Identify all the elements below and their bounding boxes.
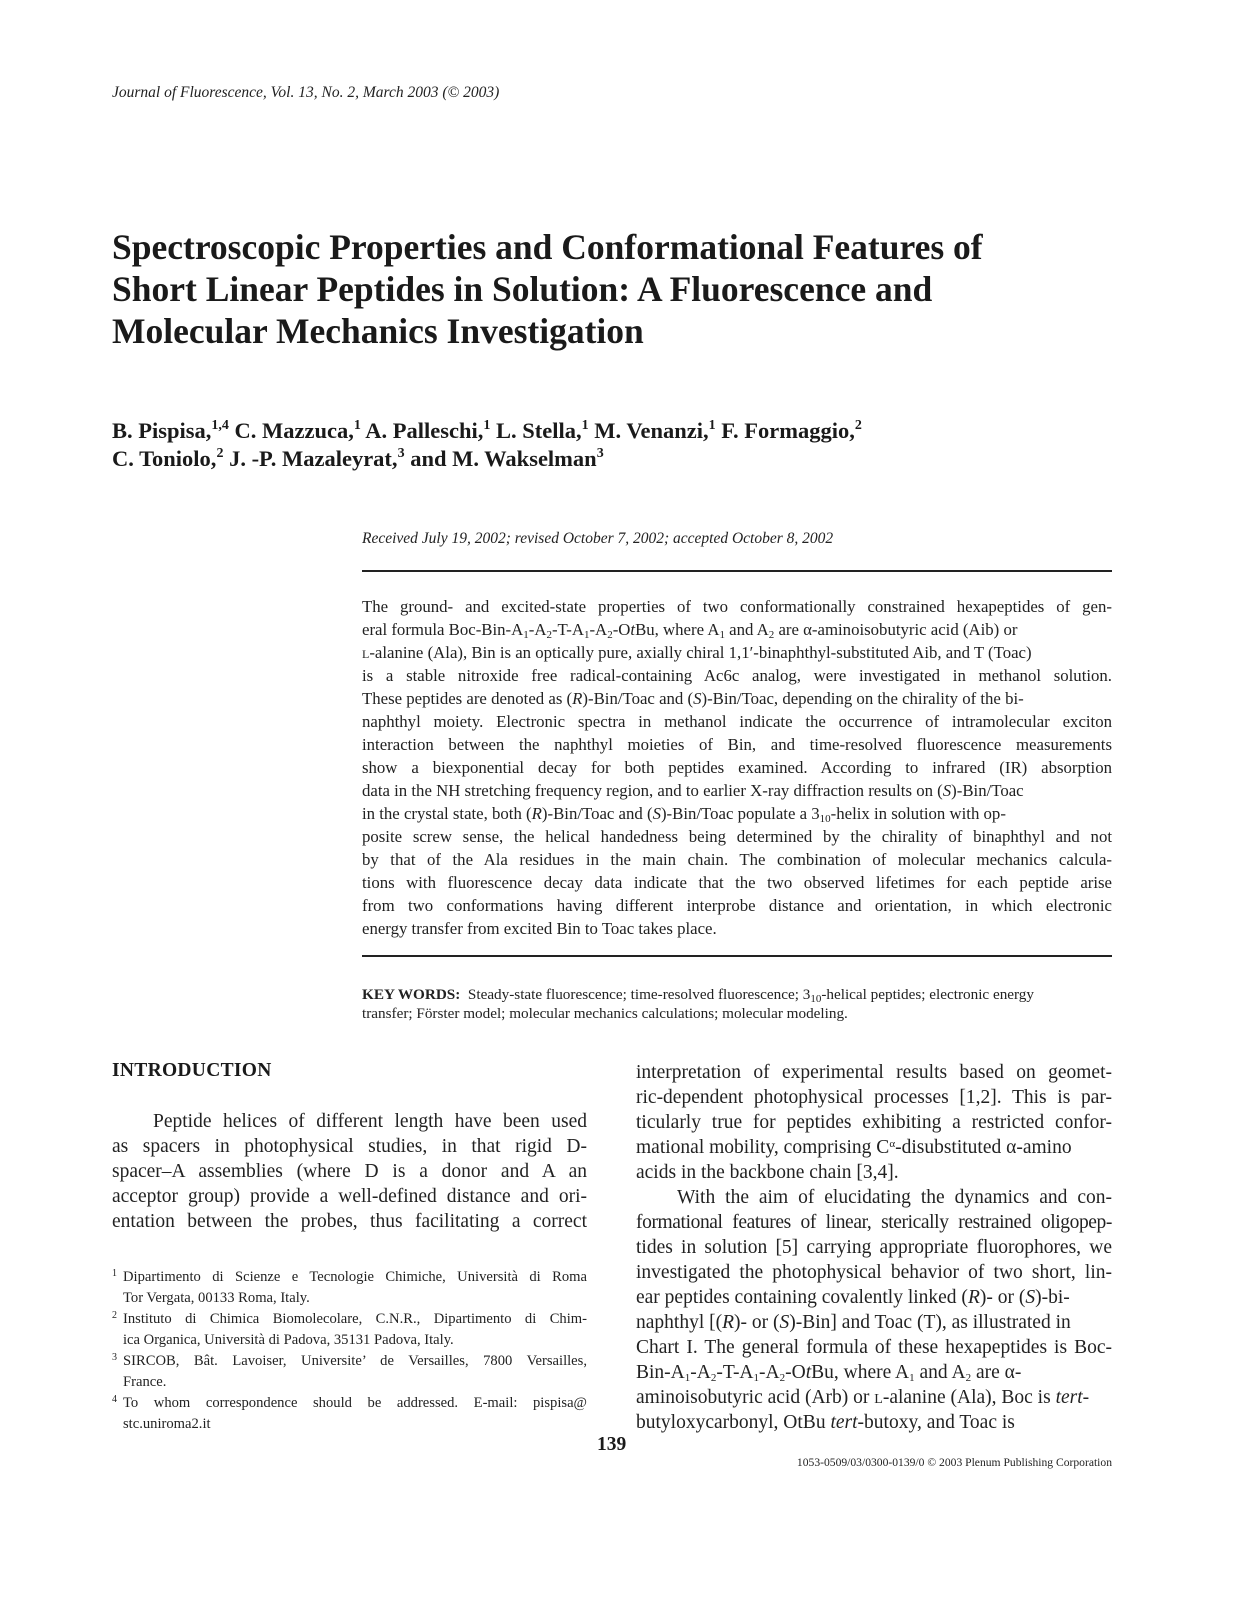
- abstract-line: l-alanine (Ala), Bin is an optically pure, axially chiral 1,1′-binaphthyl-substituted Aib, and T (Toac): [362, 643, 1032, 662]
- author-name: C. Mazzuca,: [234, 418, 354, 443]
- body-line: naphthyl [(R)- or (S)-Bin] and Toac (T), as illustrated in: [636, 1312, 1071, 1333]
- abstract-line: The ground- and excited-state properties of two conformationally constrained hexapeptides of gen-: [362, 597, 1112, 616]
- author-affiliation: 1: [483, 417, 491, 433]
- keywords-line: transfer; Förster model; molecular mechanics calculations; molecular modeling.: [362, 1005, 848, 1022]
- page-number: 139: [597, 1434, 627, 1455]
- abstract-line: eral formula Boc-$Bin-A_1-A_2-T-A_1-A_2$-OtBu, where $A_1$ and $A_2$ are α-aminoisobutyric acid (Aib) or: [362, 620, 1018, 641]
- body-line: butyloxycarbonyl, OtBu tert-butoxy, and Toac is: [636, 1412, 1015, 1433]
- author-name: L. Stella,: [496, 418, 582, 443]
- article-title: [112, 226, 1112, 352]
- footnote-mark: 2: [112, 1310, 117, 1321]
- author-name: F. Formaggio,: [721, 418, 855, 443]
- title-line: Spectroscopic Properties and Conformational Features of: [112, 227, 983, 267]
- author-affiliation: 1: [353, 417, 361, 433]
- body-line: Chart I. The general formula of these hexapeptides is Boc-: [636, 1337, 1112, 1358]
- footnote-mark: 3: [112, 1352, 117, 1363]
- title-line: Short Linear Peptides in Solution: A Fluorescence and: [112, 269, 933, 309]
- journal-citation: Journal of Fluorescence, Vol. 13, No. 2, March 2003 (© 2003): [112, 84, 500, 101]
- abstract-line: These peptides are denoted as (R)-Bin/Toac and (S)-Bin/Toac, depending on the chirality of the bi-: [362, 689, 1024, 708]
- author-affiliation: 1: [708, 417, 716, 433]
- author-affiliation: 1,4: [211, 417, 229, 433]
- received-dates: Received July 19, 2002; revised October 7, 2002; accepted October 8, 2002: [362, 530, 834, 547]
- right-column-text: [636, 1060, 1112, 1435]
- body-line: ric-dependent photophysical processes [1,2]. This is par-: [636, 1087, 1112, 1108]
- abstract-line: posite screw sense, the helical handedness being determined by the chirality of binaphthyl and not: [362, 827, 1112, 846]
- abstract: [362, 595, 1112, 940]
- abstract-bottom-rule: [362, 955, 1112, 957]
- title-line: Molecular Mechanics Investigation: [112, 311, 644, 351]
- abstract-line: data in the NH stretching frequency region, and to earlier X-ray diffraction results on (S)-Bin/Toac: [362, 781, 1024, 800]
- abstract-line: in the crystal state, both (R)-Bin/Toac and (S)-Bin/Toac populate a $3_{10}$-helix in solution with op-: [362, 804, 1006, 825]
- footnote-mark: 1: [112, 1268, 117, 1279]
- author-name: A. Palleschi,: [365, 418, 484, 443]
- abstract-line: is a stable nitroxide free radical-containing Ac6c analog, were investigated in methanol solution.: [362, 666, 1112, 685]
- abstract-line: interaction between the naphthyl moieties of Bin, and time-resolved fluorescence measurements: [362, 735, 1112, 754]
- author-line: [112, 417, 1112, 445]
- abstract-line: by that of the Ala residues in the main chain. The combination of molecular mechanics calcula-: [362, 850, 1112, 869]
- abstract-line: from two conformations having different interprobe distance and orientation, in which electronic: [362, 896, 1112, 915]
- body-line: aminoisobutyric acid (Arb) or l-alanine (Ala), Boc is tert-: [636, 1387, 1090, 1408]
- footnote: 1 Dipartimento di Scienze e Tecnologie Chimiche, Università di Roma Tor Vergata, 00133 Roma, Italy.: [112, 1267, 587, 1309]
- keywords: [362, 985, 1112, 1023]
- body-line: entation between the probes, thus facilitating a correct: [112, 1211, 587, 1232]
- body-line: acceptor group) provide a well-defined distance and ori-: [112, 1186, 587, 1207]
- body-line: ticularly true for peptides exhibiting a restricted confor-: [636, 1112, 1112, 1133]
- copyright-line: 1053-0509/03/0300-0139/0 © 2003 Plenum Publishing Corporation: [796, 1456, 1112, 1469]
- body-line: acids in the backbone chain [3,4].: [636, 1162, 899, 1183]
- keywords-label: KEY WORDS:: [362, 986, 461, 1003]
- author-name: C. Toniolo,: [112, 446, 217, 471]
- keywords-line: KEY WORDS: Steady-state fluorescence; time-resolved fluorescence; $3_{10}$-helical peptides; electronic energy: [362, 986, 1034, 1005]
- author-name: M. Venanzi,: [594, 418, 709, 443]
- abstract-top-rule: [362, 570, 1112, 572]
- body-line: tides in solution [5] carrying appropriate fluorophores, we: [636, 1237, 1112, 1258]
- author-affiliation: 1: [581, 417, 589, 433]
- footnote: 3 SIRCOB, Bât. Lavoiser, Universite’ de Versailles, 7800 Versailles, France.: [112, 1351, 587, 1393]
- abstract-line: energy transfer from excited Bin to Toac takes place.: [362, 919, 717, 938]
- body-line: spacer–A assemblies (where D is a donor and A an: [112, 1161, 587, 1182]
- abstract-line: show a biexponential decay for both peptides examined. According to infrared (IR) absorption: [362, 758, 1112, 777]
- body-line: With the aim of elucidating the dynamics and con-: [677, 1187, 1112, 1208]
- author-affiliation: 3: [596, 445, 604, 461]
- abstract-line: tions with fluorescence decay data indicate that the two observed lifetimes for each peptide arise: [362, 873, 1112, 892]
- author-name: and M. Wakselman: [410, 446, 597, 471]
- footnote: 4 To whom correspondence should be addressed. E-mail: pispisa@ stc.uniroma2.it: [112, 1393, 587, 1435]
- footnote-mark: 4: [112, 1394, 117, 1405]
- author-affiliation: 2: [854, 417, 862, 433]
- author-affiliation: 2: [216, 445, 224, 461]
- body-line: mational mobility, comprising $C^\alpha$-disubstituted α-amino: [636, 1137, 1072, 1158]
- footnote: 2 Instituto di Chimica Biomolecolare, C.N.R., Dipartimento di Chim- ica Organica, Università di Padova, 35131 Padova, Italy.: [112, 1309, 587, 1351]
- body-line: investigated the photophysical behavior of two short, lin-: [636, 1262, 1112, 1283]
- author-line: [112, 445, 1112, 473]
- author-name: B. Pispisa,: [112, 418, 212, 443]
- section-heading-introduction: INTRODUCTION: [112, 1060, 272, 1081]
- footnotes: [112, 1267, 587, 1435]
- author-list: [112, 417, 1112, 473]
- body-line: as spacers in photophysical studies, in that rigid D-: [112, 1136, 587, 1157]
- author-affiliation: 3: [397, 445, 405, 461]
- author-name: J. -P. Mazaleyrat,: [229, 446, 398, 471]
- body-line: Bin-$A_1-A_2-T-A_1-A_2$-OtBu, where $A_1$ and $A_2$ are α-: [636, 1362, 1022, 1384]
- body-line: ear peptides containing covalently linked (R)- or (S)-bi-: [636, 1287, 1070, 1308]
- body-line: formational features of linear, sterically restrained oligopep-: [636, 1212, 1112, 1233]
- body-line: interpretation of experimental results based on geomet-: [636, 1062, 1112, 1083]
- abstract-line: naphthyl moiety. Electronic spectra in methanol indicate the occurrence of intramolecular exciton: [362, 712, 1112, 731]
- body-line: Peptide helices of different length have been used: [153, 1111, 587, 1132]
- left-column-text: [112, 1109, 587, 1234]
